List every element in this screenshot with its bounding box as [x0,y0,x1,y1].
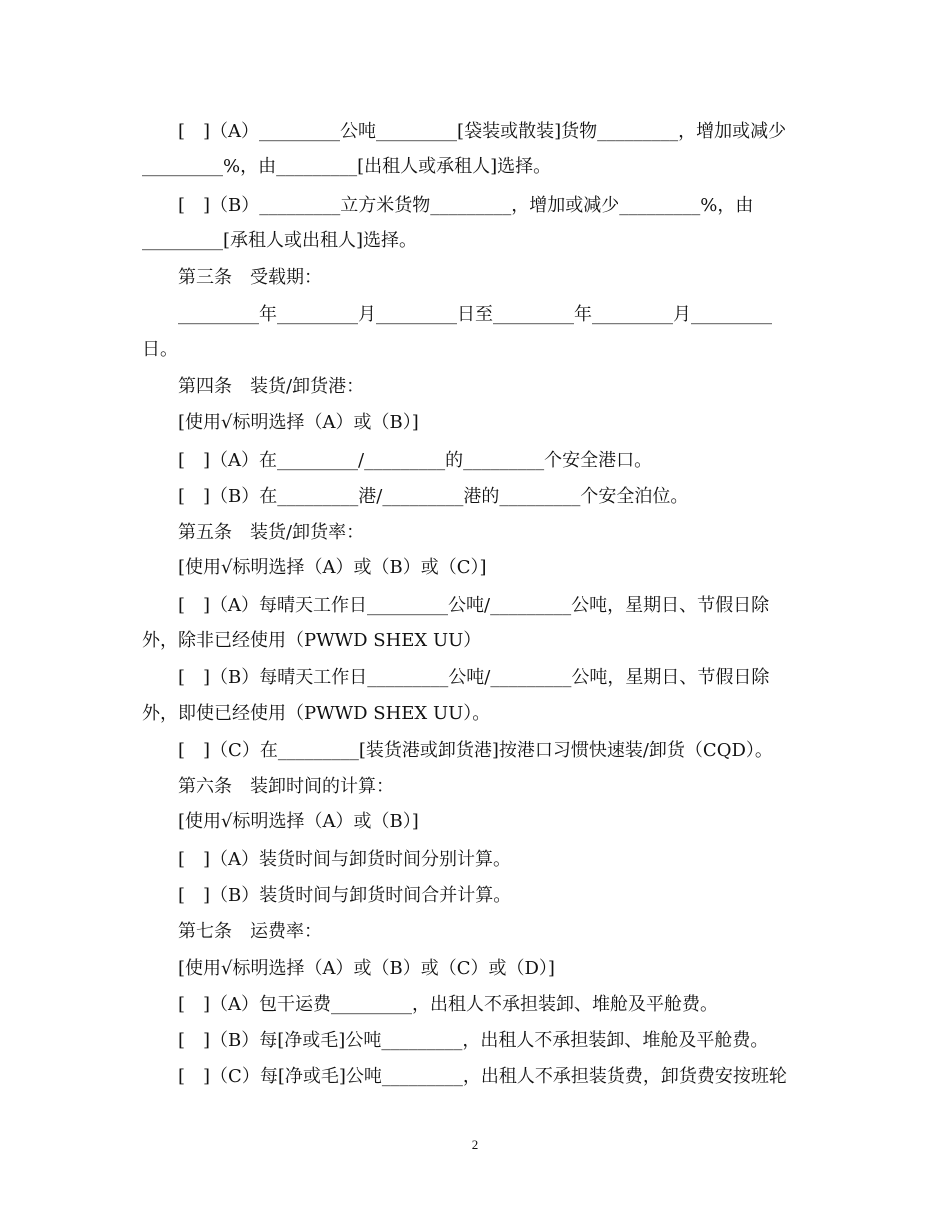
clause-5-option-a-line-1: [ ]（A）每晴天工作日_________公吨/_________公吨，星期日、节假日除 [178,595,770,616]
clause-6-heading: 第六条 装卸时间的计算： [178,776,394,797]
clause-5-option-c: [ ]（C）在_________[装货港或卸货港]按港口习惯快速装/卸货（CQD）。 [178,740,773,761]
clause-6-option-b: [ ]（B）装货时间与卸货时间合并计算。 [178,885,512,906]
clause-2-option-b-line-1: [ ]（B）_________立方米货物_________，增加或减少_________%，由 [178,195,754,216]
clause-5-option-a-line-2: 外，除非已经使用（PWWD SHEX UU） [142,630,482,651]
clause-7-option-a: [ ]（A）包干运费_________，出租人不承担装卸、堆舱及平舱费。 [178,994,719,1015]
laycan-dates-line-1: _________年_________月_________日至_________年_________月_________ [178,304,772,325]
clause-7-heading: 第七条 运费率： [178,921,322,942]
clause-5-heading: 第五条 装货/卸货率： [178,522,365,543]
clause-6-instruction: [使用√标明选择（A）或（B）] [178,811,419,832]
clause-5-option-b-line-1: [ ]（B）每晴天工作日_________公吨/_________公吨，星期日、节假日除 [178,667,770,688]
page-number: 2 [471,1137,479,1152]
clause-7-option-b: [ ]（B）每[净或毛]公吨_________，出租人不承担装卸、堆舱及平舱费。 [178,1030,769,1051]
clause-3-heading: 第三条 受载期： [178,267,322,288]
clause-2-option-a-line-2: _________%，由_________[出租人或承租人]选择。 [142,156,552,177]
clause-4-instruction: [使用√标明选择（A）或（B）] [178,412,419,433]
clause-2-option-b-line-2: _________[承租人或出租人]选择。 [142,230,418,251]
laycan-dates-line-2: 日。 [142,339,178,360]
clause-5-option-b-line-2: 外，即使已经使用（PWWD SHEX UU）。 [142,703,491,724]
clause-4-option-a: [ ]（A）在_________/_________的_________个安全港口。 [178,450,653,471]
clause-4-option-b: [ ]（B）在_________港/_________港的_________个安全泊位。 [178,486,689,507]
clause-6-option-a: [ ]（A）装货时间与卸货时间分别计算。 [178,849,512,870]
clause-7-option-c: [ ]（C）每[净或毛]公吨_________，出租人不承担装货费，卸货费安按班轮 [178,1066,787,1087]
clause-2-option-a-line-1: [ ]（A）_________公吨_________[袋装或散装]货物_________，增加或减少 [178,121,787,142]
clause-7-instruction: [使用√标明选择（A）或（B）或（C）或（D）] [178,958,555,979]
clause-5-instruction: [使用√标明选择（A）或（B）或（C）] [178,557,487,578]
clause-4-heading: 第四条 装货/卸货港： [178,376,365,397]
